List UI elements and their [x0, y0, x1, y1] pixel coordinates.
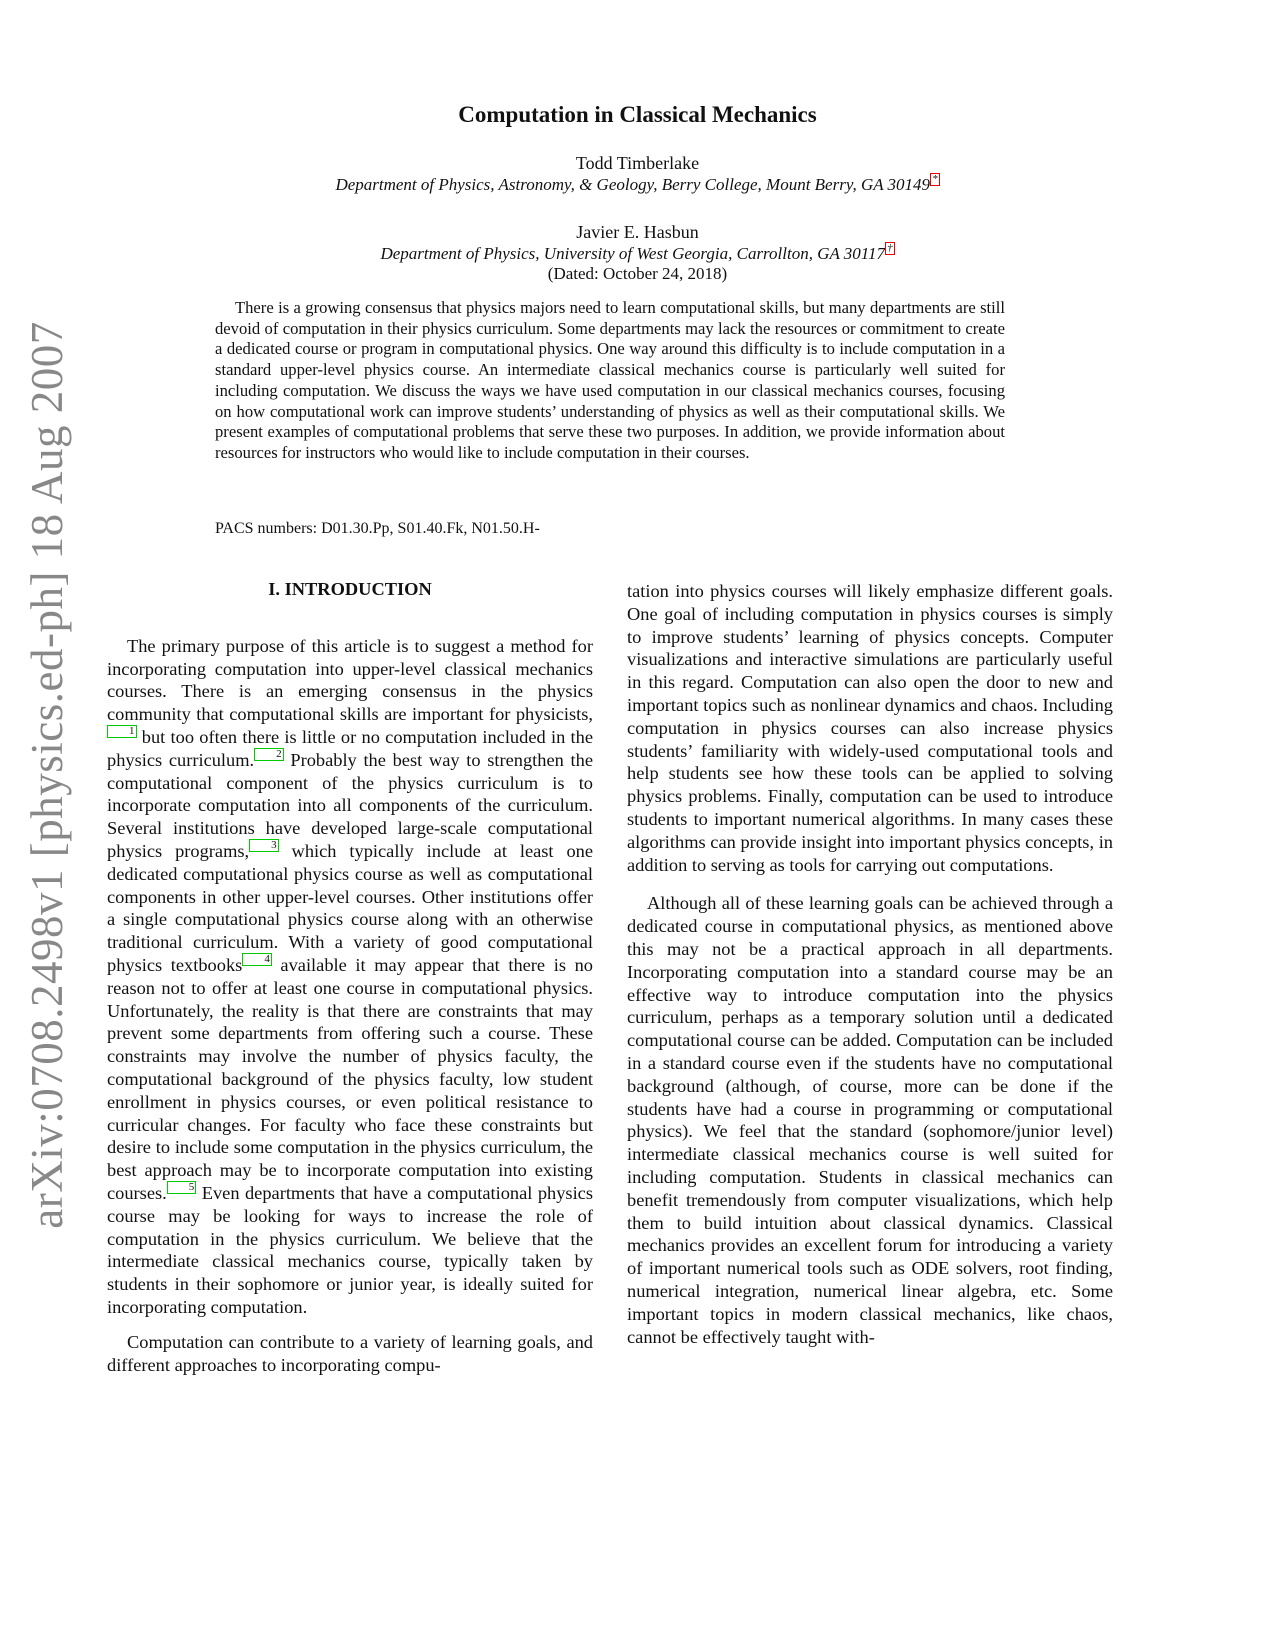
paragraph: tation into physics courses will likely emphasize different goals. One goal of including computation in physics courses is simply to improve students’ learning of physics concepts. Computer visualizations and interactive simulations are particularly useful in this regard. Computation can also open the door to new and important topics such as nonlinear dynamics and chaos. Including computation in physics courses can also increase physics students’ familiarity with widely-used computational tools and help students see how these tools can be applied to solving physics problems. Finally, computation can be used to introduce students to important numerical algorithms. In many cases these algorithms can provide insight into important physics concepts, in addition to serving as tools for carrying out computations. [627, 581, 1113, 875]
left-column [107, 578, 593, 1376]
abstract: There is a growing consensus that physics majors need to learn computational skills, but many departments are still devoid of computation in their physics curriculum. Some departments may lack the resources or commitment to create a dedicated course or program in computational physics. One way around this difficulty is to include computation in a standard upper-level physics course. An intermediate classical mechanics course is particularly well suited for including computation. We discuss the ways we have used computation in our classical mechanics courses, focusing on how computational work can improve students’ understanding of physics as well as their computational skills. We present examples of computational problems that serve these two purposes. In addition, we provide information about resources for instructors who would like to include computation in their courses. [215, 298, 1005, 462]
dated: (Dated: October 24, 2018) [547, 264, 728, 283]
text: available it may appear that there is no reason not to offer at least one course in computational physics. Unfortunately, the reality is that there are constraints that may prevent some departments from offering such a course. These constraints may involve the number of physics faculty, the computational background of the physics faculty, low student enrollment in physics courses, or even political resistance to curricular changes. For faculty who face these constraints but desire to include some computation in the physics curriculum, the best approach may be to incorporate computation into existing courses. [107, 954, 593, 1203]
text: The primary purpose of this article is to suggest a method for incorporating computation into upper-level classical mechanics courses. There is an emerging consensus in the physics community that computational skills are important for physicists, [107, 635, 593, 725]
text: but too often there is little or no computation included in the physics curriculum. [107, 726, 593, 770]
pacs-numbers: PACS numbers: D01.30.Pp, S01.40.Fk, N01.50.H- [215, 520, 540, 537]
author-name: Javier E. Hasbun [576, 222, 699, 242]
affiliation-text: Department of Physics, University of West Georgia, Carrollton, GA 30117 [380, 244, 886, 263]
citation-link[interactable]: 5 [167, 1181, 197, 1194]
paragraph [107, 635, 593, 1319]
footnote-link[interactable]: † [887, 242, 893, 254]
author-affiliation [0, 244, 1275, 264]
paragraph: Computation can contribute to a variety of learning goals, and different approaches to incorporating compu- [107, 1331, 593, 1375]
paragraph: Although all of these learning goals can be achieved through a dedicated course in computational physics, as mentioned above this may not be a practical approach in all departments. Incorporating computation into a standard course may be an effective way to introduce computation into the physics curriculum, perhaps as a temporary solution until a dedicated computational course can be added. Computation can be included in a standard course even if the students have no computational background (although, of course, more can be done if the students have had a course in programming or computational physics). We feel that the standard (sophomore/junior level) intermediate classical mechanics course is well suited for including computation. Students in classical mechanics can benefit tremendously from computer visualizations, which help them to build intuition about classical dynamics. Classical mechanics provides an excellent forum for introducing a variety of important numerical tools such as ODE solvers, root finding, numerical integration, numerical linear algebra, etc. Some important topics in modern classical mechanics, like chaos, cannot be effectively taught with- [627, 893, 1113, 1347]
citation-link[interactable]: 2 [254, 748, 284, 761]
text: Probably the best way to strengthen the computational component of the physics curriculum is to incorporate computation into all components of the curriculum. Several institutions have developed large-scale computational physics programs, [107, 749, 593, 861]
text: which typically include at least one dedicated computational physics course as well as computational components in other upper-level courses. Other institutions offer a single computational physics course along with an otherwise traditional curriculum. With a variety of good computational physics textbooks [107, 840, 593, 975]
affiliation-text: Department of Physics, Astronomy, & Geology, Berry College, Mount Berry, GA 30149 [335, 175, 931, 194]
section-heading: I. INTRODUCTION [268, 579, 432, 599]
paper-title: Computation in Classical Mechanics [458, 102, 817, 127]
text: Even departments that have a computational physics course may be looking for ways to increase the role of computation in the physics curriculum. We believe that the intermediate classical mechanics course, typically taken by students in their sophomore or junior year, is ideally suited for incorporating computation. [107, 1182, 593, 1317]
citation-link[interactable]: 4 [242, 953, 272, 966]
author-name: Todd Timberlake [575, 153, 700, 173]
author-affiliation [0, 175, 1275, 195]
citation-link[interactable]: 1 [107, 725, 137, 738]
right-column [627, 580, 1113, 1348]
citation-link[interactable]: 3 [249, 839, 279, 852]
arxiv-stamp: arXiv:0708.2498v1 [physics.ed-ph] 18 Aug 2007 [22, 321, 72, 1229]
footnote-link[interactable]: * [932, 173, 938, 185]
